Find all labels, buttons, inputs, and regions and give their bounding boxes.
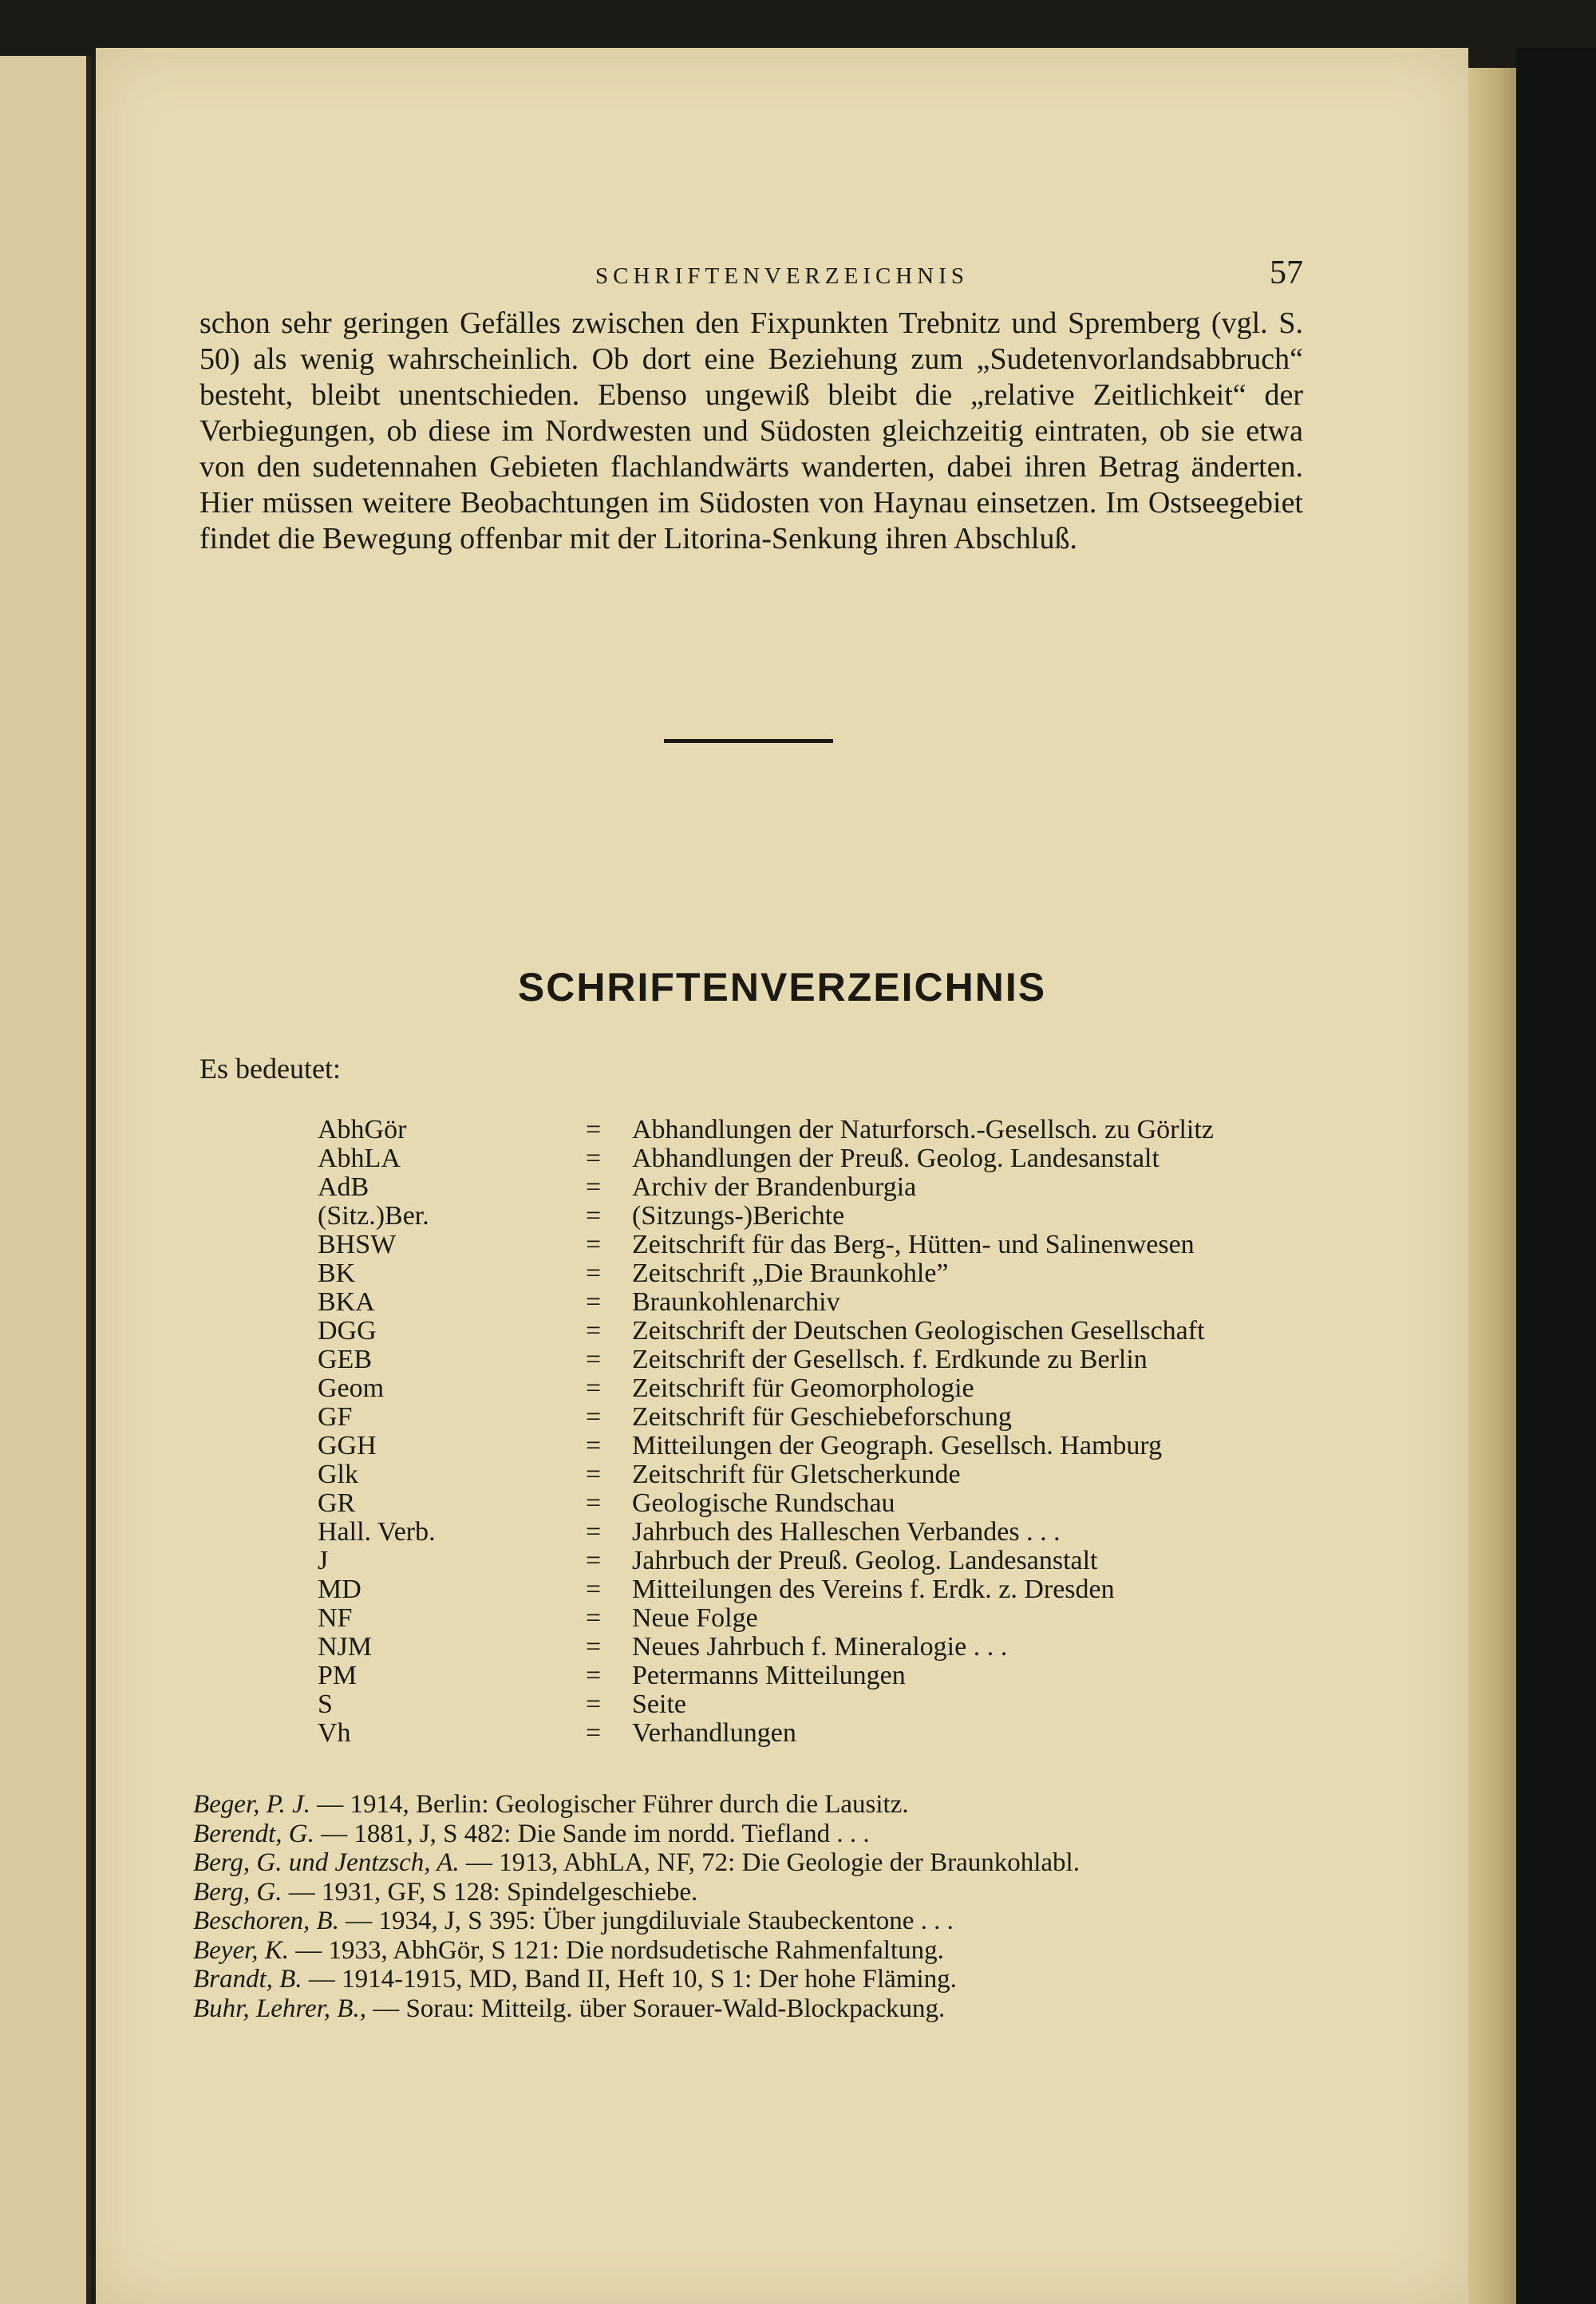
reference-entry: [193, 1994, 1350, 2024]
reference-entry: [193, 1936, 1350, 1966]
book-page: [96, 48, 1468, 2304]
abbreviation-value: Abhandlungen der Preuß. Geolog. Landesanstalt: [632, 1144, 1159, 1173]
reference-text: — 1934, J, S 395: Über jungdiluviale Staubeckentone . . .: [338, 1907, 954, 1935]
reference-text: — 1933, AbhGör, S 121: Die nordsudetische Rahmenfaltung.: [289, 1935, 944, 1965]
abbreviations-list: [318, 1116, 1355, 1748]
abbreviation-row: [318, 1173, 1355, 1202]
reference-entry: [193, 1878, 1350, 1907]
left-page-edge: [0, 56, 91, 2304]
abbreviation-equals: =: [586, 1632, 602, 1662]
abbreviation-row: [318, 1432, 1355, 1460]
abbreviation-value: Archiv der Brandenburgia: [632, 1172, 917, 1202]
references-list: [193, 1790, 1350, 2023]
reference-author: Buhr, Lehrer, B.,: [193, 1994, 366, 2023]
abbreviation-key: GGH: [318, 1431, 377, 1460]
abbreviation-value: Zeitschrift für Geschiebeforschung: [632, 1402, 1012, 1432]
reference-text: — 1881, J, S 482: Die Sande im nordd. Tiefland . . .: [314, 1819, 870, 1848]
abbreviation-equals: =: [586, 1144, 602, 1173]
abbreviation-key: J: [318, 1546, 329, 1575]
abbreviation-row: [318, 1575, 1355, 1604]
abbreviation-key: NJM: [318, 1632, 373, 1662]
abbreviation-equals: =: [586, 1230, 602, 1259]
abbreviation-row: [318, 1719, 1355, 1748]
abbreviation-equals: =: [586, 1603, 602, 1633]
abbreviation-key: AdB: [318, 1172, 369, 1202]
abbreviation-equals: =: [586, 1431, 602, 1460]
abbreviation-key: BHSW: [318, 1230, 397, 1259]
abbreviation-value: Seite: [632, 1689, 686, 1719]
abbreviation-row: [318, 1403, 1355, 1432]
abbreviation-equals: =: [586, 1546, 602, 1575]
reference-text: — 1931, GF, S 128: Spindelgeschiebe.: [282, 1877, 698, 1907]
abbreviation-equals: =: [586, 1661, 602, 1690]
page-header: [96, 255, 1468, 311]
abbreviation-row: [318, 1690, 1355, 1719]
abbreviation-key: S: [318, 1689, 333, 1719]
abbreviation-key: BKA: [318, 1287, 375, 1317]
abbreviation-equals: =: [586, 1575, 602, 1604]
abbreviation-equals: =: [586, 1316, 602, 1346]
abbreviation-value: Zeitschrift für Geomorphologie: [632, 1373, 974, 1403]
reference-text: — 1913, AbhLA, NF, 72: Die Geologie der Braunkohlabl.: [459, 1848, 1080, 1877]
abbreviation-row: [318, 1231, 1355, 1259]
abbreviation-row: [318, 1633, 1355, 1662]
abbreviation-row: [318, 1604, 1355, 1633]
reference-author: Beschoren, B.: [193, 1907, 339, 1935]
body-paragraph: [200, 306, 1303, 557]
book-cover-edge: [1516, 48, 1596, 2304]
abbreviation-key: GF: [318, 1402, 353, 1432]
abbreviation-equals: =: [586, 1259, 602, 1288]
abbreviation-key: GEB: [318, 1345, 372, 1374]
abbreviation-key: Vh: [318, 1718, 351, 1748]
abbreviation-equals: =: [586, 1373, 602, 1403]
abbreviation-value: (Sitzungs-)Berichte: [632, 1201, 845, 1231]
abbreviation-key: AbhGör: [318, 1115, 407, 1144]
abbreviations-intro: Es bedeutet:: [200, 1053, 341, 1085]
reference-entry: [193, 1820, 1350, 1849]
reference-author: Beger, P. J.: [193, 1790, 310, 1819]
abbreviation-row: [318, 1144, 1355, 1173]
abbreviation-row: [318, 1460, 1355, 1489]
abbreviation-equals: =: [586, 1402, 602, 1432]
abbreviation-value: Petermanns Mitteilungen: [632, 1661, 906, 1690]
abbreviation-value: Verhandlungen: [632, 1718, 796, 1748]
abbreviation-key: DGG: [318, 1316, 377, 1346]
reference-entry: [193, 1848, 1350, 1878]
abbreviation-equals: =: [586, 1718, 602, 1748]
abbreviation-key: GR: [318, 1488, 356, 1518]
page-stack-edge: [1468, 68, 1516, 2304]
abbreviation-row: [318, 1202, 1355, 1231]
abbreviation-key: Hall. Verb.: [318, 1517, 436, 1547]
section-divider: [664, 739, 833, 743]
abbreviation-value: Zeitschrift der Gesellsch. f. Erdkunde zu Berlin: [632, 1345, 1148, 1374]
abbreviation-key: AbhLA: [318, 1144, 401, 1173]
page-number: 57: [1270, 255, 1303, 291]
abbreviation-row: [318, 1547, 1355, 1575]
abbreviation-key: Glk: [318, 1460, 358, 1489]
abbreviation-value: Mitteilungen der Geograph. Gesellsch. Hamburg: [632, 1431, 1163, 1460]
abbreviation-key: (Sitz.)Ber.: [318, 1201, 429, 1231]
abbreviation-value: Abhandlungen der Naturforsch.-Gesellsch. zu Görlitz: [632, 1115, 1214, 1144]
body-paragraph-text: schon sehr geringen Gefälles zwischen den Fixpunkten Trebnitz und Spremberg (vgl. S. 50) als wenig wahrscheinlich. Ob dort eine Beziehung zum „Sudetenvorlandsabbruch“ besteht, bleibt unentschieden. Ebenso ungewiß bleibt die „relative Zeitlichkeit“ der Verbiegungen, ob diese im Nordwesten und Südosten gleichzeitig eintraten, ob sie etwa von den sudetennahen Gebieten flachlandwärts wanderten, dabei ihren Betrag änderten. Hier müssen weitere Beobachtungen im Südosten von Haynau einsetzen. Im Ostseegebiet findet die Bewegung offenbar mit der Litorina-Senkung ihren Abschluß.: [200, 306, 1303, 555]
abbreviation-equals: =: [586, 1517, 602, 1547]
abbreviation-row: [318, 1518, 1355, 1547]
abbreviation-key: PM: [318, 1661, 358, 1690]
abbreviation-equals: =: [586, 1287, 602, 1317]
reference-author: Berendt, G.: [193, 1819, 314, 1848]
abbreviation-value: Zeitschrift der Deutschen Geologischen Gesellschaft: [632, 1316, 1205, 1346]
abbreviation-value: Neue Folge: [632, 1603, 758, 1633]
reference-entry: [193, 1790, 1350, 1820]
abbreviation-value: Jahrbuch der Preuß. Geolog. Landesanstalt: [632, 1546, 1098, 1575]
abbreviation-key: BK: [318, 1259, 356, 1288]
reference-author: Brandt, B.: [193, 1965, 302, 1994]
reference-text: — Sorau: Mitteilg. über Sorauer-Wald-Blockpackung.: [365, 1994, 946, 2023]
abbreviation-value: Braunkohlenarchiv: [632, 1287, 840, 1317]
abbreviation-equals: =: [586, 1460, 602, 1489]
reference-author: Berg, G.: [193, 1877, 282, 1907]
reference-entry: [193, 1907, 1350, 1936]
abbreviation-equals: =: [586, 1345, 602, 1374]
abbreviation-value: Zeitschrift für das Berg-, Hütten- und Salinenwesen: [632, 1230, 1195, 1259]
abbreviation-row: [318, 1489, 1355, 1518]
abbreviation-row: [318, 1288, 1355, 1317]
reference-text: — 1914, Berlin: Geologischer Führer durch die Lausitz.: [310, 1790, 909, 1819]
abbreviation-row: [318, 1317, 1355, 1346]
abbreviation-equals: =: [586, 1488, 602, 1518]
abbreviation-value: Mitteilungen des Vereins f. Erdk. z. Dresden: [632, 1575, 1115, 1604]
abbreviation-row: [318, 1374, 1355, 1403]
abbreviation-value: Neues Jahrbuch f. Mineralogie . . .: [632, 1632, 1008, 1662]
abbreviation-equals: =: [586, 1201, 602, 1231]
reference-author: Berg, G. und Jentzsch, A.: [193, 1848, 460, 1877]
abbreviation-key: Geom: [318, 1373, 385, 1403]
abbreviation-row: [318, 1259, 1355, 1288]
abbreviation-row: [318, 1662, 1355, 1690]
abbreviation-row: [318, 1116, 1355, 1144]
reference-entry: [193, 1965, 1350, 1994]
abbreviation-row: [318, 1346, 1355, 1374]
running-title: SCHRIFTENVERZEICHNIS: [595, 263, 969, 289]
abbreviation-key: NF: [318, 1603, 353, 1633]
abbreviation-equals: =: [586, 1689, 602, 1719]
abbreviation-value: Geologische Rundschau: [632, 1488, 895, 1518]
abbreviation-equals: =: [586, 1172, 602, 1202]
section-title: SCHRIFTENVERZEICHNIS: [517, 965, 1047, 1010]
reference-text: — 1914-1915, MD, Band II, Heft 10, S 1: Der hohe Fläming.: [302, 1965, 957, 1994]
abbreviation-value: Zeitschrift für Gletscherkunde: [632, 1460, 961, 1489]
reference-author: Beyer, K.: [193, 1935, 290, 1965]
abbreviation-equals: =: [586, 1115, 602, 1144]
abbreviation-value: Zeitschrift „Die Braunkohle”: [632, 1259, 949, 1288]
abbreviation-value: Jahrbuch des Halleschen Verbandes . . .: [632, 1517, 1061, 1547]
abbreviation-key: MD: [318, 1575, 361, 1604]
